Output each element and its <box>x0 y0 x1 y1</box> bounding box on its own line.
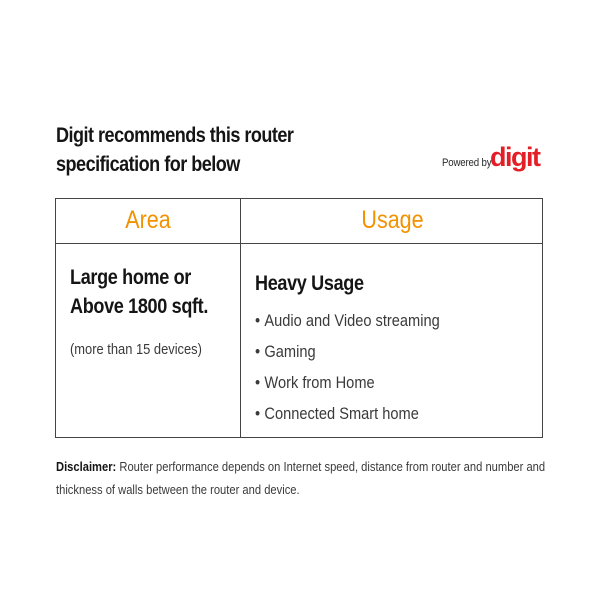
area-line-2: Above 1800 sqft. <box>70 295 209 318</box>
bullet-icon: • <box>255 342 261 361</box>
heading-line-2: specification for below <box>56 153 240 176</box>
disclaimer-text: Router performance depends on Internet speed, distance from router and number and thickness of walls between the router and device. <box>56 459 546 497</box>
usage-item-label: Work from Home <box>264 373 375 392</box>
usage-item-label: Gaming <box>264 342 316 361</box>
bullet-icon: • <box>255 311 261 330</box>
usage-column-header: Usage <box>361 206 424 234</box>
disclaimer-label: Disclaimer: <box>56 459 117 474</box>
list-item <box>255 305 440 336</box>
usage-item-label: Connected Smart home <box>264 404 419 423</box>
digit-logo: digit <box>490 142 540 172</box>
powered-by-label: Powered by <box>442 157 492 169</box>
bullet-icon: • <box>255 404 261 423</box>
heading-line-1: Digit recommends this router <box>56 124 294 147</box>
disclaimer <box>56 455 546 501</box>
bullet-icon: • <box>255 373 261 392</box>
table-column-divider <box>240 199 241 437</box>
list-item <box>255 336 440 367</box>
list-item <box>255 398 440 429</box>
area-device-note: (more than 15 devices) <box>70 341 202 358</box>
usage-list <box>255 305 470 429</box>
area-column-header: Area <box>125 206 171 234</box>
table-header-divider <box>56 243 542 244</box>
area-description <box>70 263 208 321</box>
recommendation-table <box>55 198 543 438</box>
area-line-1: Large home or <box>70 266 191 289</box>
list-item <box>255 367 440 398</box>
powered-by-digit-badge <box>442 142 552 176</box>
usage-title: Heavy Usage <box>255 272 364 295</box>
page-heading <box>56 121 314 179</box>
usage-item-label: Audio and Video streaming <box>264 311 440 330</box>
